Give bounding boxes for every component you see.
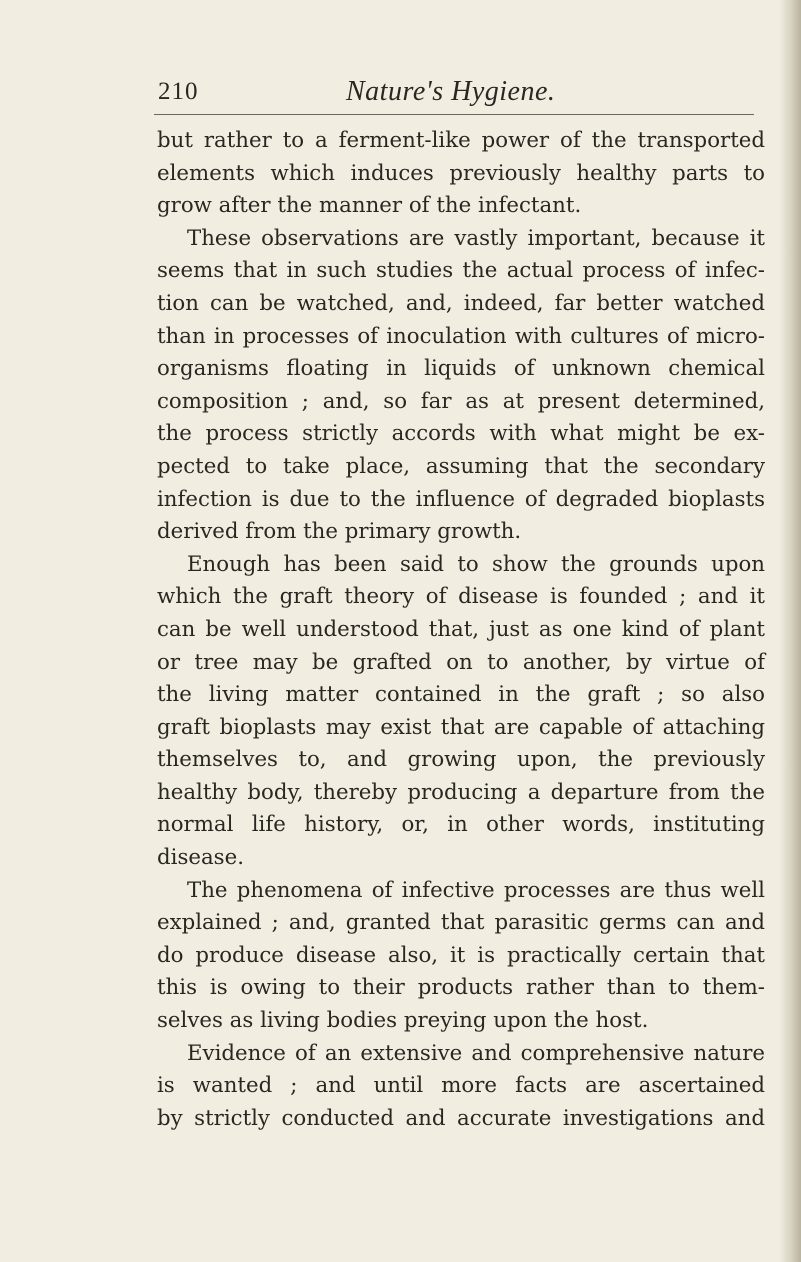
text-line: healthy body, thereby producing a departure from the [157, 779, 765, 805]
text-line: by strictly conducted and accurate investigations and [157, 1105, 765, 1131]
text-line: but rather to a ferment-like power of the transported [157, 128, 765, 153]
text-line: the process strictly accords with what might be ex- [157, 421, 765, 447]
text-line: this is owing to their products rather than to them- [157, 975, 765, 1001]
text-line: grow after the manner of the infectant. [157, 193, 582, 219]
text-line: disease. [157, 845, 244, 871]
text-line: organisms floating in liquids of unknown chemical [157, 356, 765, 382]
body-text [157, 125, 765, 1135]
text-line: themselves to, and growing upon, the previously [157, 747, 765, 773]
text-line: derived from the primary growth. [157, 519, 522, 545]
text-line: seems that in such studies the actual process of infec- [157, 258, 765, 284]
text-line: The phenomena of infective processes are thus well [187, 877, 765, 903]
page-number: 210 [158, 78, 199, 105]
text-line: can be well understood that, just as one kind of plant [157, 616, 765, 642]
book-title: Nature's Hygiene. [346, 76, 556, 107]
text-line: composition ; and, so far as at present determined, [157, 388, 765, 414]
text-line: explained ; and, granted that parasitic germs can and [157, 910, 765, 936]
text-line: tion can be watched, and, indeed, far better watched [157, 290, 765, 316]
text-line: or tree may be grafted on to another, by virtue of [157, 649, 765, 675]
text-line: than in processes of inoculation with cultures of micro- [157, 323, 765, 349]
text-line: selves as living bodies preying upon the host. [157, 1008, 649, 1034]
running-head [154, 78, 754, 115]
text-line: which the graft theory of disease is founded ; and it [157, 584, 765, 610]
text-line: These observations are vastly important, because it [187, 225, 765, 251]
text-line: elements which induces previously healthy parts to [157, 160, 765, 186]
text-line: the living matter contained in the graft ; so also [157, 682, 765, 708]
text-line: is wanted ; and until more facts are ascertained [157, 1073, 765, 1099]
text-line: normal life history, or, in other words, instituting [157, 812, 765, 838]
page-binding-shadow [779, 0, 801, 1262]
text-line: infection is due to the influence of degraded bioplasts [157, 486, 765, 512]
text-line: Evidence of an extensive and comprehensive nature [187, 1040, 765, 1066]
text-line: graft bioplasts may exist that are capable of attaching [157, 714, 765, 740]
text-line: pected to take place, assuming that the secondary [157, 453, 765, 479]
text-line: Enough has been said to show the grounds upon [187, 551, 765, 577]
text-line: do produce disease also, it is practically certain that [157, 942, 765, 968]
